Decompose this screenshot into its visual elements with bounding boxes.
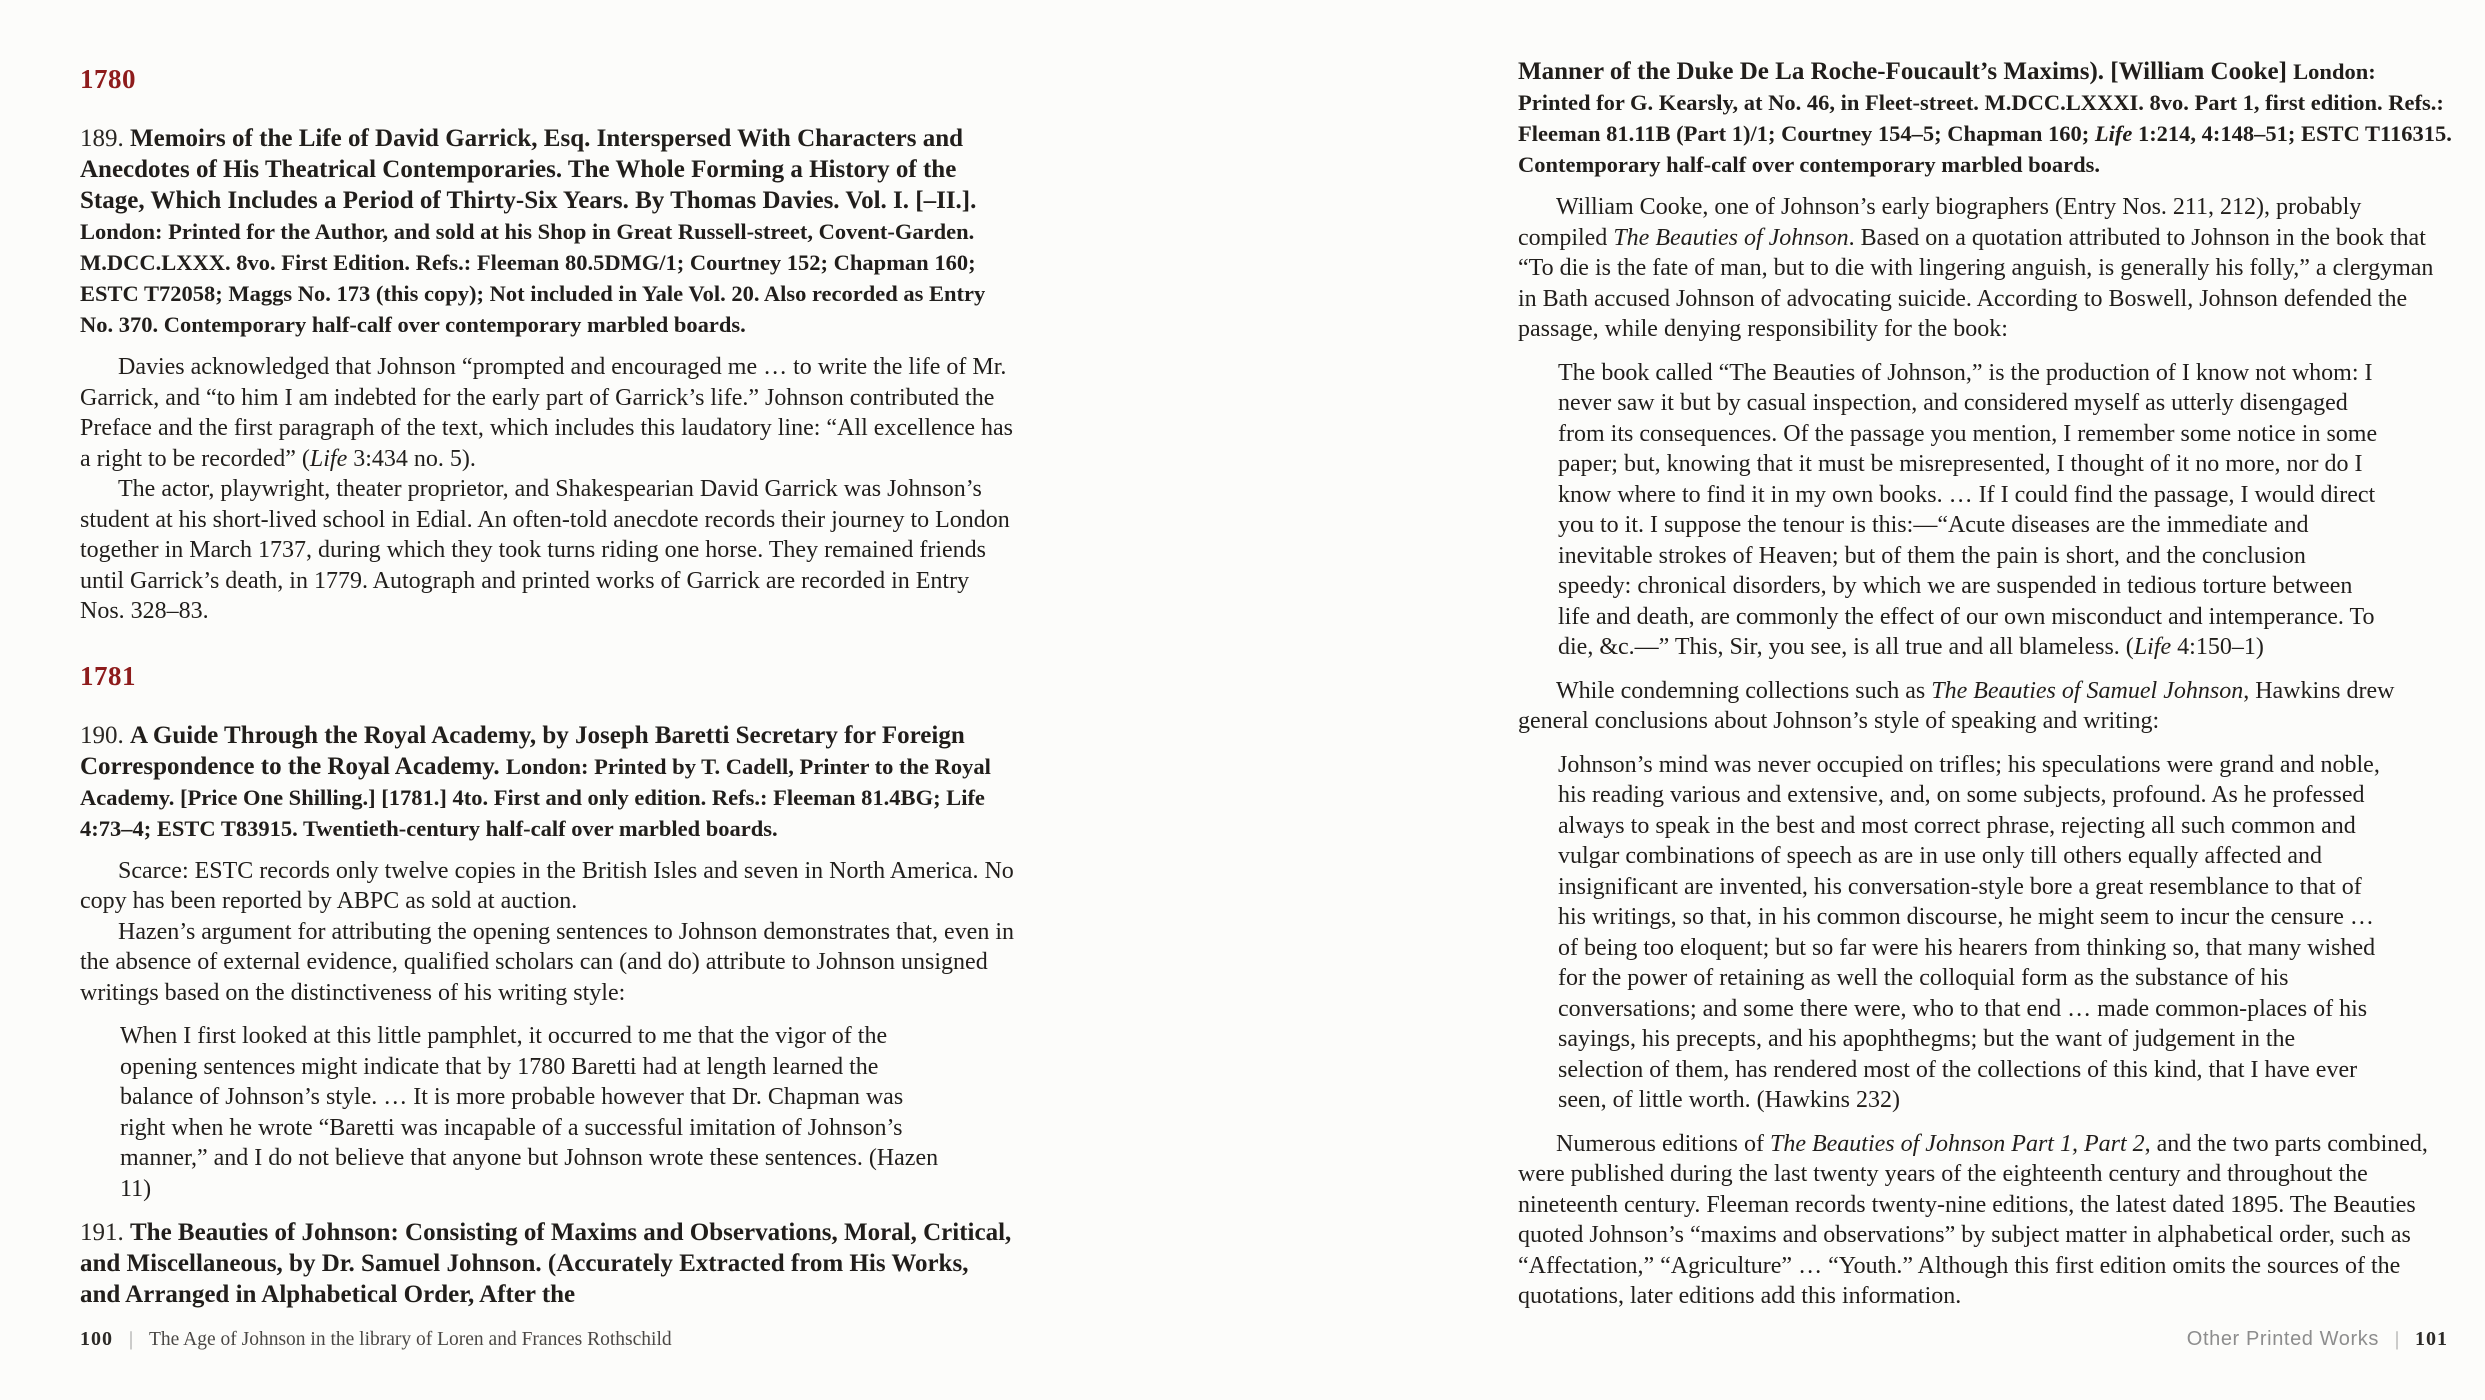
william-cooke-paragraph: William Cooke, one of Johnson’s early biographers (Entry Nos. 211, 212), probably compiled The Beauties of Johnson. Based on a quotation attributed to Johnson in the book that “To die is the fate of man, but to die with lingering anguish, is generally his folly,” a clergyman in Bath accused Johnson of advocating suicide. According to Boswell, Johnson defended the passage, while denying responsibility for the book: <box>1518 194 2434 342</box>
editions-paragraph: Numerous editions of The Beauties of Johnson Part 1, Part 2, and the two parts combined, were published during the last twenty years of the eighteenth century and throughout the nineteenth century. Fleeman records twenty-nine editions, the latest dated 1895. The Beauties quoted Johnson’s “maxims and observations” by subject matter in alphabetical order, such as “Affectation,” “Agriculture” … “Youth.” Although this first edition omits the sources of the quotations, later editions add this information. <box>1518 1130 2428 1309</box>
left-page-footer <box>80 1328 672 1351</box>
right-footer-separator: | <box>2394 1328 2399 1350</box>
right-footer-section-label: Other Printed Works <box>2186 1328 2379 1350</box>
entry-190-paragraph-2: Hazen’s argument for attributing the opening sentences to Johnson demonstrates that, even in the absence of external evidence, qualified scholars can (and do) attribute to Johnson unsigned writings based on the distinctiveness of his writing style: <box>80 918 1015 1006</box>
year-heading-1781: 1781 <box>80 660 136 691</box>
right-page <box>1518 56 2452 1312</box>
entry-190-paragraph-1: Scarce: ESTC records only twelve copies in the British Isles and seven in North America. No copy has been reported by ABPC as sold at auction. <box>80 857 1014 914</box>
hazen-block-quote: When I first looked at this little pamphlet, it occurred to me that the vigor of the opening sentences might indicate that by 1780 Baretti had at length learned the balance of Johnson’s style. … It is more probable however that Dr. Chapman was right when he wrote “Baretti was incapable of a successful imitation of Johnson’s manner,” and I do not believe that anyone but Johnson wrote these sentences. (Hazen 11) <box>120 1023 939 1202</box>
left-page <box>80 64 1014 1322</box>
entry-189-paragraph-1: Davies acknowledged that Johnson “prompted and encouraged me … to write the life of Mr. Garrick, and “to him I am indebted for the early part of Garrick’s life.” Johnson contributed the Preface and the first paragraph of the text, which includes this laudatory line: “All excellence has a right to be recorded” (Life 3:434 no. 5). <box>80 354 1013 472</box>
right-footer-page-number: 101 <box>2415 1328 2448 1350</box>
hawkins-block-quote: Johnson’s mind was never occupied on trifles; his speculations were grand and noble, his reading various and extensive, and, on some subjects, profound. As he professed always to speak in the best and most correct phrase, rejecting all such common and vulgar combinations of speech as are in use only till others equally affected and insignificant are invented, his conversation-style bore a great resemblance to that of his writings, so that, in his common discourse, he might seem to incur the censure … of being too eloquent; but so far were his hearers from thinking so, that many wished for the power of retaining as well the colloquial form as the substance of his conversations; and some there were, who to that end … made common-places of his sayings, his precepts, and his apophthegms; but the want of judgement in the selection of them, has rendered most of the collections of this kind, that I have ever seen, of little worth. (Hawkins 232) <box>1558 751 2380 1113</box>
entry-191-heading: 191. The Beauties of Johnson: Consisting of Maxims and Observations, Moral, Critical, and Miscellaneous, by Dr. Samuel Johnson. (Accurately Extracted from His Works, and Arranged in Alphabetical Order, After the <box>80 1219 1012 1308</box>
left-footer-book-title: The Age of Johnson in the library of Loren and Frances Rothschild <box>149 1329 672 1350</box>
hawkins-intro-paragraph: While condemning collections such as The Beauties of Samuel Johnson, Hawkins drew general conclusions about Johnson’s style of speaking and writing: <box>1518 677 2395 734</box>
entry-191-heading-continuation: Manner of the Duke De La Roche-Foucault’s Maxims). [William Cooke] London: Printed for G. Kearsly, at No. 46, in Fleet-street. M.DCC.LXXXI. 8vo. Part 1, first edition. Refs.: Fleeman 81.11B (Part 1)/1; Courtney 154–5; Chapman 160; Life 1:214, 4:148–51; ESTC T116315. Contemporary half-calf over contemporary marbled boards. <box>1518 58 2452 177</box>
left-footer-separator: | <box>129 1328 134 1350</box>
entry-189-paragraph-2: The actor, playwright, theater proprietor, and Shakespearian David Garrick was Johnson’s student at his short-lived school in Edial. An often-told anecdote records their journey to London together in March 1737, during which they took turns riding one horse. They remained friends until Garrick’s death, in 1779. Autograph and printed works of Garrick are recorded in Entry Nos. 328–83. <box>80 476 1010 624</box>
boswell-block-quote: The book called “The Beauties of Johnson,” is the production of I know not whom: I never saw it but by casual inspection, and considered myself as utterly disengaged from its consequences. Of the passage you mention, I remember some notice in some paper; but, knowing that it must be misrepresented, I thought of it no more, nor do I know where to find it in my own books. … If I could find the passage, I would direct you to it. I suppose the tenour is this:—“Acute diseases are the immediate and inevitable strokes of Heaven; but of them the pain is short, and the conclusion speedy: chronical disorders, by which we are suspended in tedious torture between life and death, are commonly the effect of our own misconduct and intemperance. To die, &c.—” This, Sir, you see, is all true and all blameless. (Life 4:150–1) <box>1558 359 2378 660</box>
left-footer-page-number: 100 <box>80 1328 113 1350</box>
year-heading-1780: 1780 <box>80 64 136 94</box>
right-page-footer <box>2187 1328 2448 1351</box>
entry-190-heading: 190. A Guide Through the Royal Academy, by Joseph Baretti Secretary for Foreign Correspondence to the Royal Academy. London: Printed by T. Cadell, Printer to the Royal Academy. [Price One Shilling.] [1781.] 4to. First and only edition. Refs.: Fleeman 81.4BG; Life 4:73–4; ESTC T83915. Twentieth-century half-calf over marbled boards. <box>80 721 991 841</box>
entry-189-heading: 189. Memoirs of the Life of David Garrick, Esq. Interspersed With Characters and Anecdotes of His Theatrical Contemporaries. The Whole Forming a History of the Stage, Which Includes a Period of Thirty-Six Years. By Thomas Davies. Vol. I. [–II.]. London: Printed for the Author, and sold at his Shop in Great Russell-street, Covent-Garden. M.DCC.LXXX. 8vo. First Edition. Refs.: Fleeman 80.5DMG/1; Courtney 152; Chapman 160; ESTC T72058; Maggs No. 173 (this copy); Not included in Yale Vol. 20. Also recorded as Entry No. 370. Contemporary half-calf over contemporary marbled boards. <box>80 125 986 337</box>
